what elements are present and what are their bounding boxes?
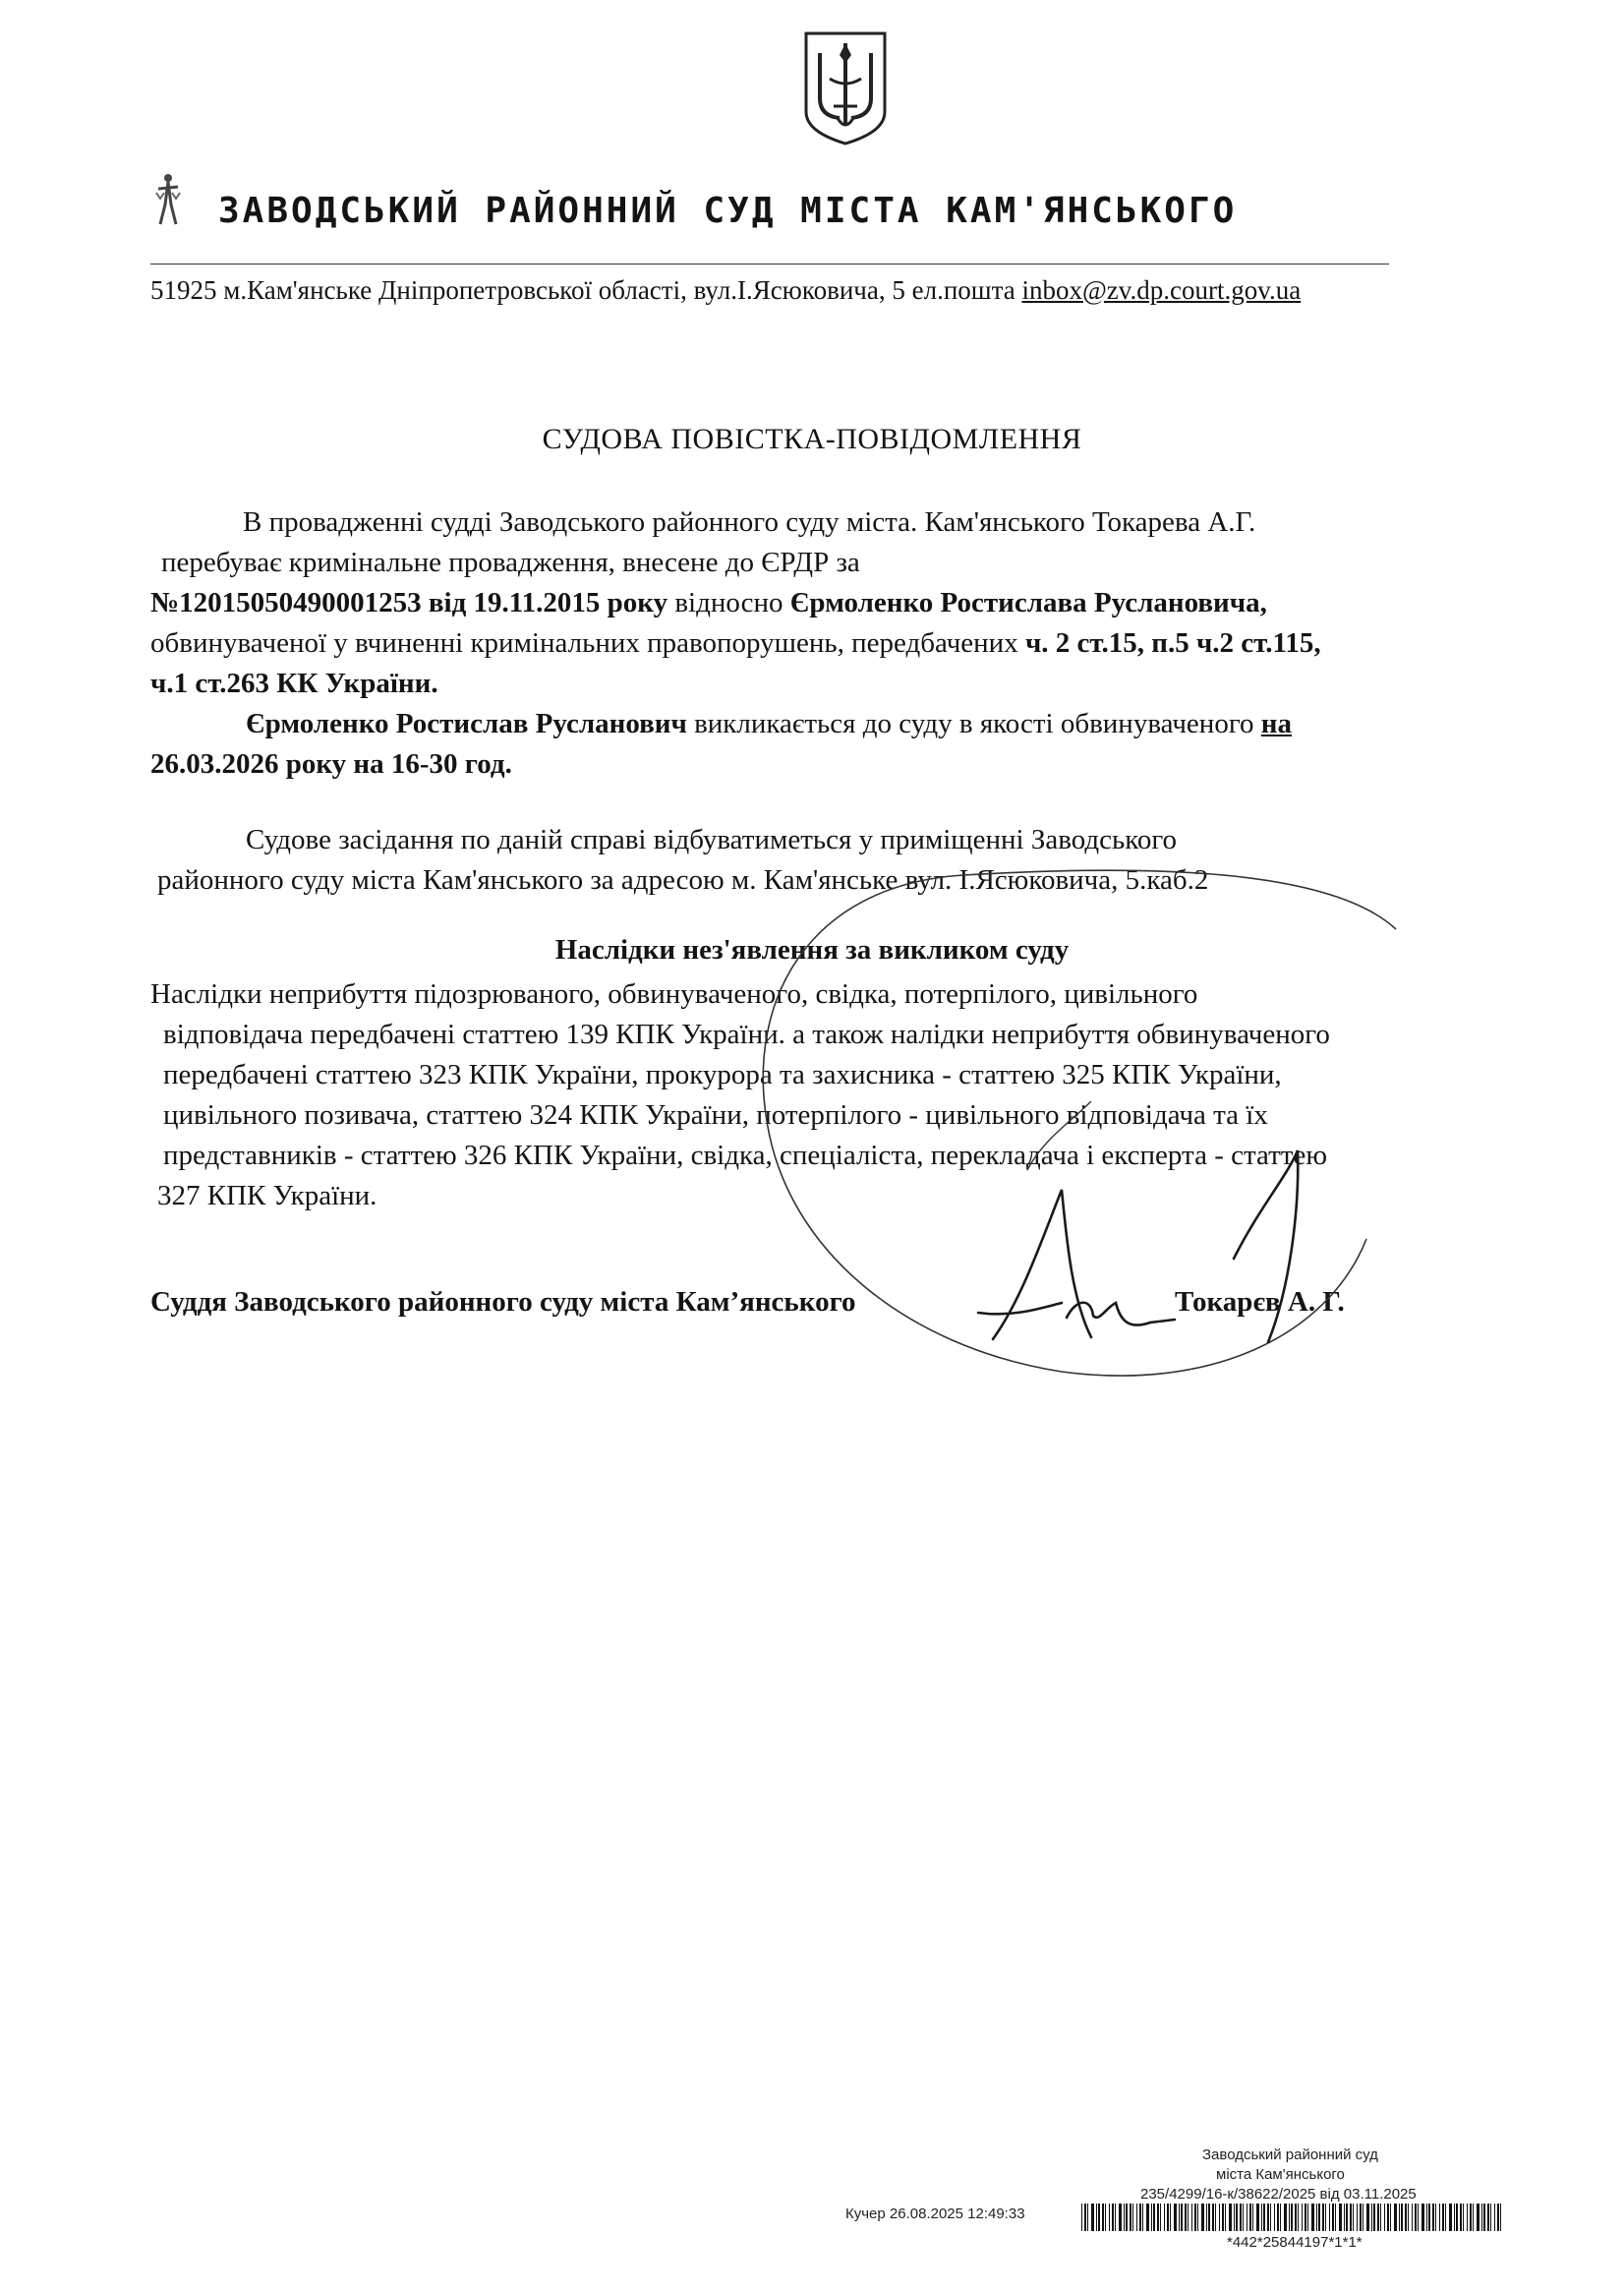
case-number: №12015050490001253 від 19.11.2015 року — [150, 587, 668, 618]
para1-line4: обвинуваченої у вчиненні кримінальних правопорушень, передбачених ч. 2 ст.15, п.5 ч.2 ст.115, — [150, 627, 1321, 659]
court-name-heading: ЗАВОДСЬКИЙ РАЙОННИЙ СУД МІСТА КАМ'ЯНСЬКОГО — [218, 191, 1238, 231]
accused-name: Єрмоленко Ростислава Руслановича, — [789, 587, 1267, 618]
consequences-line: цивільного позивача, статтею 324 КПК України, потерпілого - цивільного відповідача та їх — [163, 1099, 1268, 1131]
barcode — [1081, 2204, 1506, 2233]
consequences-line: передбачені статтею 323 КПК України, прокурора та захисника - статтею 325 КПК України, — [163, 1059, 1282, 1090]
consequences-line: відповідача передбачені статтею 139 КПК України. а також налідки неприбуття обвинуваченого — [163, 1019, 1330, 1050]
document-title: СУДОВА ПОВІСТКА-ПОВІДОМЛЕННЯ — [542, 423, 1082, 455]
address-text: 51925 м.Кам'янське Дніпропетровської області, вул.І.Ясюковича, 5 ел.пошта — [150, 275, 1022, 305]
para1-line1: В провадженні судді Заводського районного суду міста. Кам'янського Токарева А.Г. — [243, 506, 1256, 538]
consequences-heading: Наслідки нез'явлення за викликом суду — [554, 934, 1070, 966]
stamp-city: міста Кам'янського — [1216, 2166, 1345, 2183]
judge-name: Токарєв А. Г. — [1175, 1286, 1345, 1318]
stamp-court: Заводський районний суд — [1202, 2147, 1378, 2163]
para2-line1: Єрмоленко Ростислав Русланович викликається до суду в якості обвинуваченого на — [246, 708, 1292, 739]
consequences-line: 327 КПК України. — [157, 1180, 377, 1211]
court-email-link[interactable]: inbox@zv.dp.court.gov.ua — [1021, 275, 1302, 305]
hearing-date-time: 26.03.2026 року на 16-30 год. — [150, 748, 512, 780]
para1-line2: перебуває кримінальне провадження, внесене до ЄРДР за — [161, 547, 860, 578]
consequences-line: Наслідки неприбуття підозрюваного, обвинуваченого, свідка, потерпілого, цивільного — [150, 978, 1198, 1010]
para1-line3: №12015050490001253 від 19.11.2015 року відносно Єрмоленко Ростислава Руслановича, — [150, 587, 1267, 618]
para3-line2: районного суду міста Кам'янського за адресою м. Кам'янське вул. І.Ясюковича, 5.каб.2 — [157, 864, 1209, 896]
barcode-text: *442*25844197*1*1* — [1227, 2234, 1363, 2251]
consequences-line: представників - статтею 326 КПК України, свідка, спеціаліста, перекладача і експерта - статтею — [163, 1140, 1328, 1171]
stamp-operator: Кучер 26.08.2025 12:49:33 — [845, 2206, 1025, 2222]
summoned-name: Єрмоленко Ростислав Русланович — [246, 708, 687, 739]
para3-line1: Судове засідання по даній справі відбуватиметься у приміщенні Заводського — [246, 824, 1178, 855]
para1-line5: ч.1 ст.263 КК України. — [150, 668, 438, 699]
stamp-ref: 235/4299/16-к/38622/2025 від 03.11.2025 — [1140, 2186, 1417, 2203]
judge-title: Суддя Заводського районного суду міста Кам’янського — [150, 1286, 856, 1318]
